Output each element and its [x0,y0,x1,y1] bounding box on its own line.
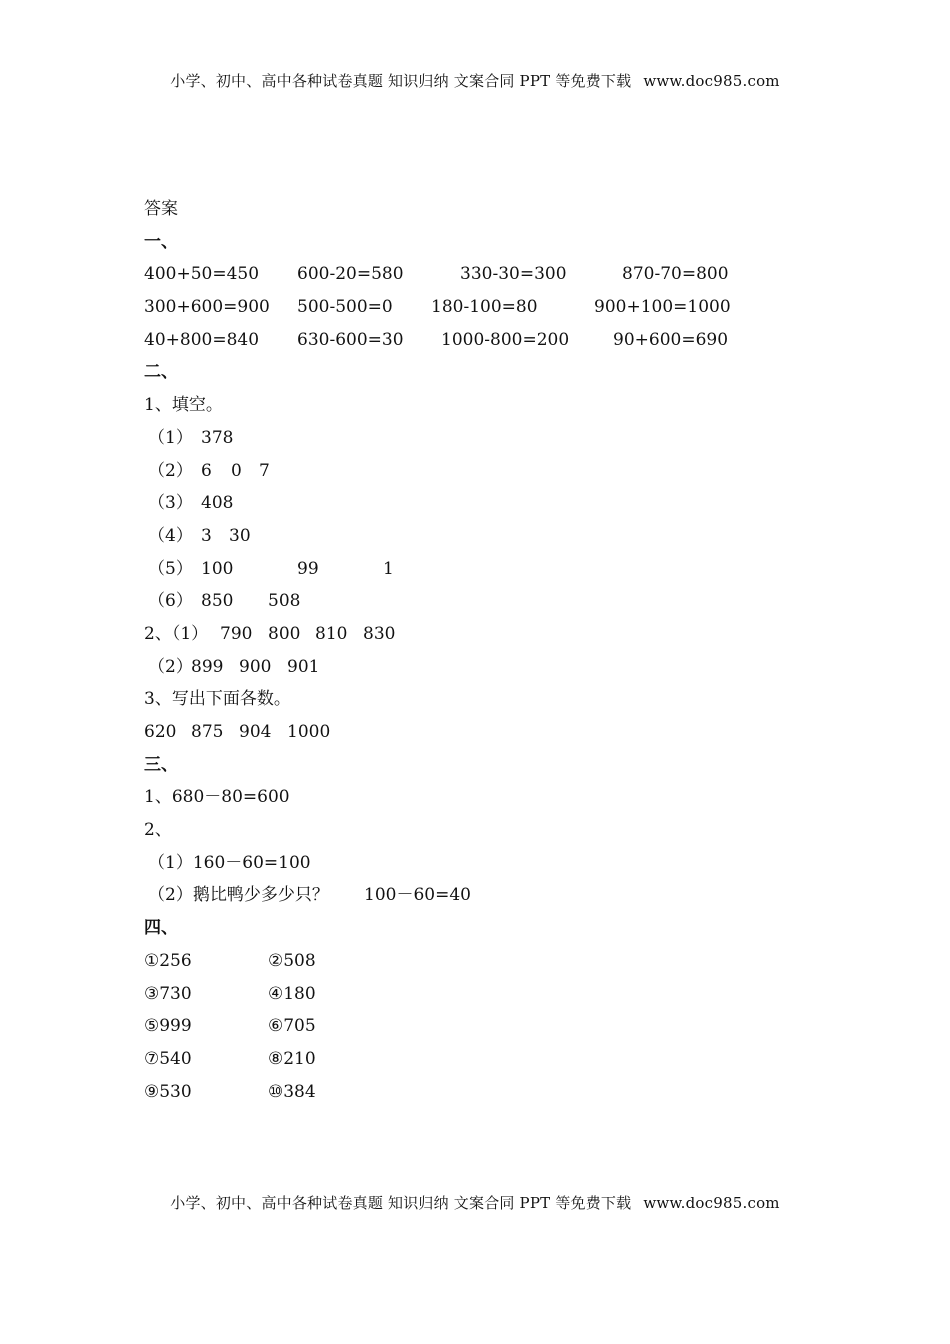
answer-value: 830 [363,623,396,644]
answer-value: 3 [201,525,212,546]
calc-item: 300+600=900 [144,297,270,318]
answer-value: 850 [201,591,234,612]
sequence-row [144,618,844,651]
question-title: 1、填空。 [144,395,223,416]
calc-item: 40+800=840 [144,329,260,350]
item-label: （2） [148,460,193,481]
answer-value: 904 [239,722,272,742]
answer-value: 1000 [287,722,331,742]
question-title: 3、写出下面各数。 [144,689,291,710]
answer-value: 100－60=40 [364,885,471,906]
answer-value: 900 [239,656,272,677]
footer-text: 小学、初中、高中各种试卷真题 知识归纳 文案合同 PPT 等免费下载 [170,1194,632,1212]
calc-item: 500-500=0 [297,297,393,318]
item-label: （5） [148,558,193,579]
answer-value: ⑦540 [144,1048,192,1069]
answer-content [144,193,844,1108]
question-text: （2）鹅比鸭少多少只？ [148,885,329,906]
section-1-heading: 一、 [144,231,178,252]
header-text: 小学、初中、高中各种试卷真题 知识归纳 文案合同 PPT 等免费下载 [170,72,632,90]
section-4-heading: 四、 [144,918,178,939]
item-label: （2） [148,656,193,677]
answer-value: 800 [268,623,301,644]
sequence-row [144,651,844,684]
answer-value: 620 [144,722,177,742]
circled-answer-row [144,1010,844,1043]
calc-item: 400+50=450 [144,264,260,285]
answer-value: 790 [220,623,253,644]
answer-value: 6 [201,460,212,481]
calc-row [144,258,844,291]
answer-value: 30 [229,525,251,546]
item-label: （3） [148,493,193,514]
fill-answer-row [144,422,844,455]
answer-value: 378 [201,427,234,448]
answer-value: 508 [268,591,301,612]
answer-value: 875 [191,722,224,742]
calc-row [144,291,844,324]
answer-value: 99 [297,558,319,579]
item-label: （6） [148,591,193,612]
answer-value: ④180 [268,983,316,1004]
answer-value: ⑤999 [144,1016,192,1037]
answer-value: 100 [201,558,234,579]
answer-value: 810 [315,623,348,644]
answer-value: ②508 [268,950,316,971]
circled-answer-row [144,945,844,978]
calc-item: 900+100=1000 [594,297,731,318]
calc-item: 630-600=30 [297,329,404,350]
item-label: （4） [148,525,193,546]
answer-value: 1 [383,558,394,579]
number-row [144,716,844,749]
calc-item: 1000-800=200 [441,329,570,350]
item-label: （1） [148,427,193,448]
answer-value: ⑩384 [268,1081,316,1102]
answer-value: ①256 [144,950,192,971]
answer-value: 899 [191,656,224,677]
footer-url[interactable]: www.doc985.com [643,1194,780,1212]
fill-answer-row [144,487,844,520]
header-url[interactable]: www.doc985.com [643,72,780,90]
calc-item: 90+600=690 [613,329,729,350]
answer-value: 408 [201,493,234,514]
page-footer [0,1192,950,1213]
section-2-heading: 二、 [144,362,178,383]
fill-answer-row [144,585,844,618]
calc-item: 600-20=580 [297,264,404,285]
answer-value: ③730 [144,983,192,1004]
calc-item: 870-70=800 [622,264,729,285]
page-title: 答案 [144,199,178,219]
circled-answer-row [144,978,844,1011]
word-problem-answer [144,879,844,912]
fill-answer-row [144,553,844,586]
answer-value: ⑥705 [268,1016,316,1037]
section-3-heading: 三、 [144,754,178,775]
calc-item: 180-100=80 [431,297,538,318]
answer-value: ⑨530 [144,1081,192,1102]
fill-answer-row [144,520,844,553]
answer-value: ⑧210 [268,1048,316,1069]
calc-item: 330-30=300 [460,264,567,285]
item-label: 2、（1） [144,623,209,644]
circled-answer-row [144,1043,844,1076]
page-header [0,70,950,91]
word-problem-answer: 1、680－80=600 [144,787,290,808]
answer-value: 7 [259,460,270,481]
question-title: 2、 [144,820,172,841]
answer-value: 0 [231,460,242,481]
circled-answer-row [144,1076,844,1109]
answer-value: 901 [287,656,320,677]
fill-answer-row [144,455,844,488]
calc-row [144,324,844,357]
word-problem-answer: （1）160－60=100 [148,852,311,873]
